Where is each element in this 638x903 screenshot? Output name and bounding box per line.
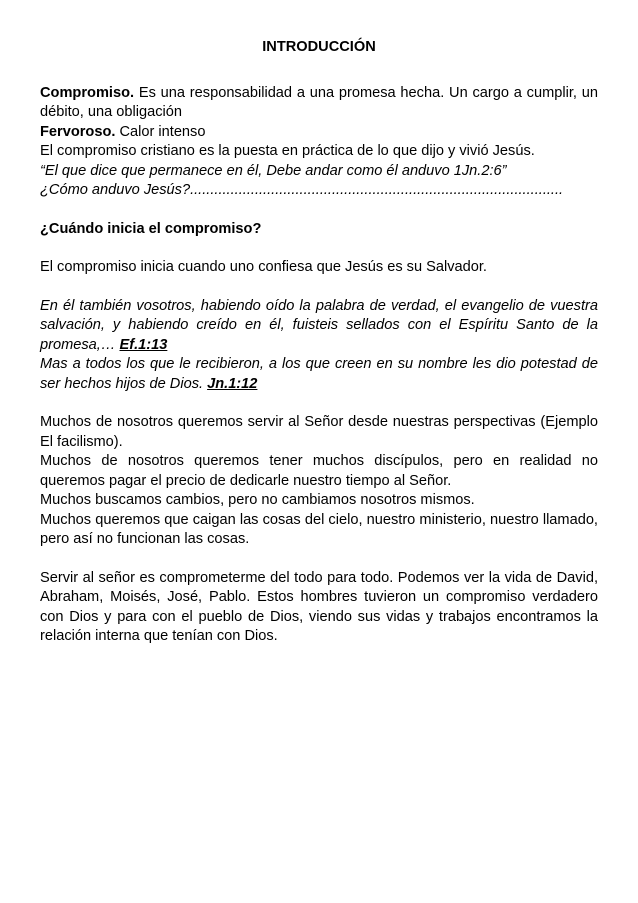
paragraph-inicia: El compromiso inicia cuando uno confiesa que Jesús es su Salvador. [40, 259, 487, 275]
definition-compromiso [40, 84, 598, 123]
heading-cuando-inicia: ¿Cuándo inicia el compromiso? [40, 220, 262, 237]
definition-fervoroso [40, 123, 598, 143]
definition-fervoroso-text: Calor intenso [115, 123, 206, 140]
document-page [40, 38, 598, 647]
verse-jn-ref: Jn.1:12 [207, 375, 258, 392]
verse-ef-1-13 [40, 297, 598, 356]
verse-jn-text: Mas a todos los que le recibieron, a los que creen en su nombre les dio potestad de ser hechos hijos de Dios. [40, 356, 598, 392]
paragraph-muchos-2: Muchos de nosotros queremos tener muchos discípulos, pero en realidad no queremos pagar el precio de dedicarle nuestro tiempo al Señor. [40, 453, 598, 489]
verse-ef-ref: Ef.1:13 [119, 336, 168, 353]
term-fervoroso: Fervoroso. [40, 123, 116, 140]
question-text: ¿Cómo anduvo Jesús?............................................................................................ [40, 182, 564, 198]
paragraph-muchos-1: Muchos de nosotros queremos servir al Señor desde nuestras perspectivas (Ejemplo El facilismo). [40, 414, 598, 450]
verse-jn-1-12 [40, 355, 598, 394]
quote-1jn-2-6 [40, 162, 598, 182]
term-compromiso: Compromiso. [40, 84, 135, 101]
paragraph-compromiso-cristiano: El compromiso cristiano es la puesta en práctica de lo que dijo y vivió Jesús. [40, 143, 535, 159]
question-como-anduvo [40, 181, 598, 201]
paragraph-servir: Servir al señor es comprometerme del todo para todo. Podemos ver la vida de David, Abraham, Moisés, José, Pablo. Estos hombres tuvieron un compromiso verdadero con Dios y para con el pueblo de Dios, viendo sus vidas y trabajos encontramos la relación interna que tenían con Dios. [40, 569, 598, 644]
definition-compromiso-text: Es una responsabilidad a una promesa hecha. Un cargo a cumplir, un débito, una obligación [40, 84, 598, 120]
verse-ef-text: En él también vosotros, habiendo oído la palabra de verdad, el evangelio de vuestra salvación, y habiendo creído en él, fuisteis sellados con el Espíritu Santo de la promesa,… [40, 297, 598, 353]
page-title: INTRODUCCIÓN [262, 39, 376, 55]
paragraph-muchos-3: Muchos buscamos cambios, pero no cambiamos nosotros mismos. [40, 492, 475, 508]
paragraph-muchos-4: Muchos queremos que caigan las cosas del cielo, nuestro ministerio, nuestro llamado, pero así no funcionan las cosas. [40, 511, 598, 547]
quote-text: “El que dice que permanece en él, Debe andar como él anduvo 1Jn.2:6” [40, 162, 507, 179]
